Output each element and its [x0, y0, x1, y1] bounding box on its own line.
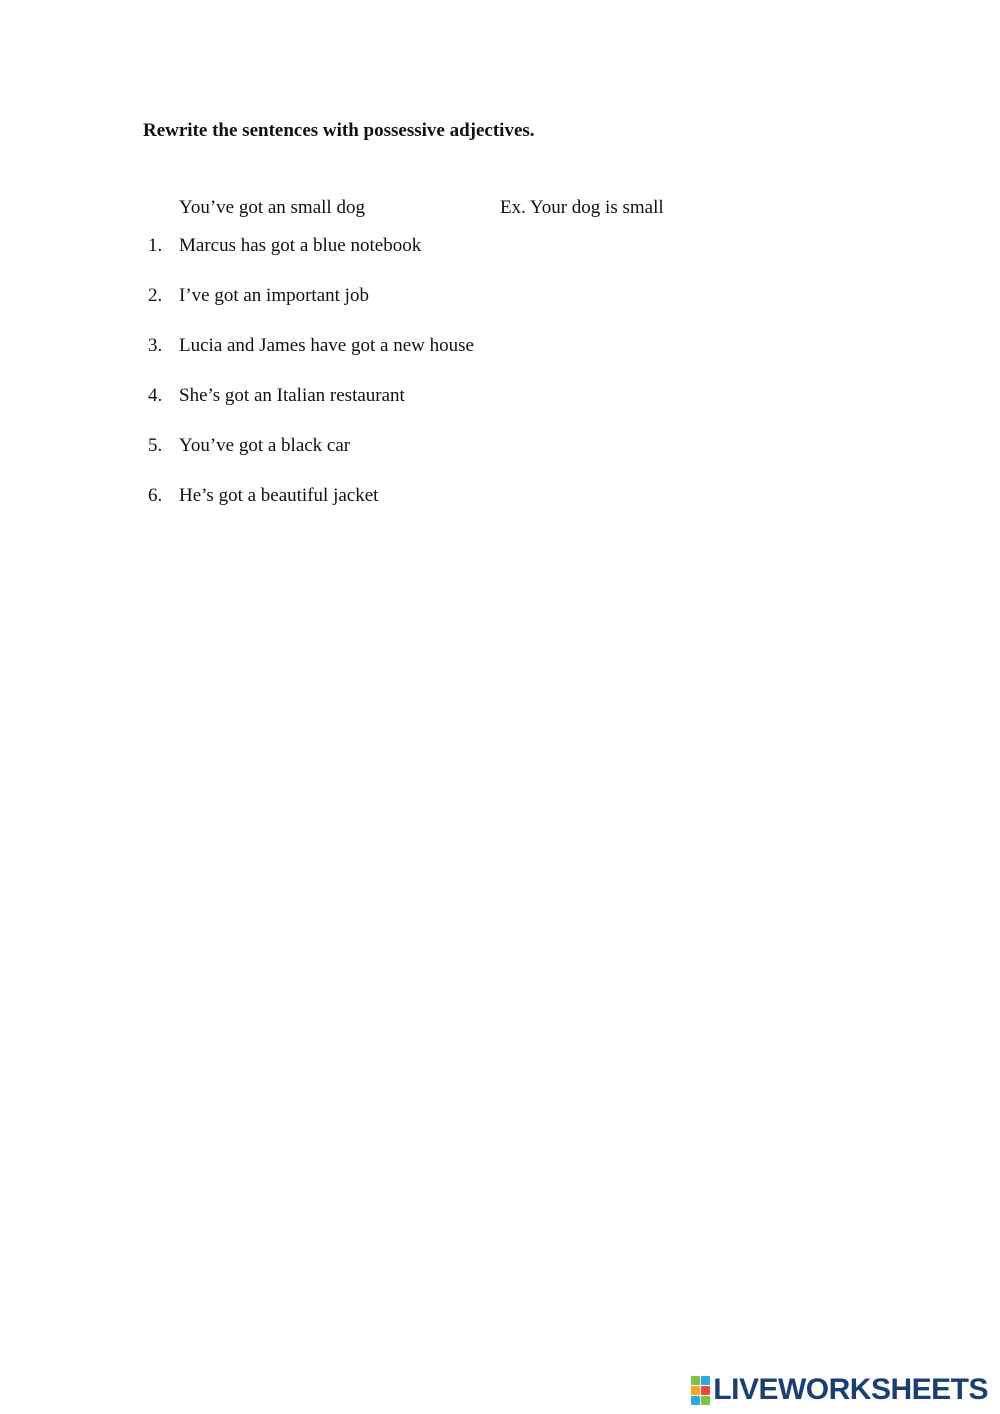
example-sentence: You’ve got an small dog — [179, 197, 365, 218]
item-sentence: Lucia and James have got a new house — [179, 335, 474, 356]
logo-wordmark: LIVEWORKSHEETS — [713, 1373, 988, 1406]
logo-tile — [691, 1396, 700, 1405]
logo-tile — [701, 1396, 710, 1405]
example-answer: Ex. Your dog is small — [500, 197, 664, 218]
worksheet-title: Rewrite the sentences with possessive adjectives. — [143, 120, 535, 141]
item-sentence: You’ve got a black car — [179, 435, 351, 456]
item-sentence: She’s got an Italian restaurant — [179, 385, 405, 406]
logo-tile — [691, 1376, 700, 1385]
exercise-list — [0, 234, 1000, 534]
item-number: 5. — [148, 435, 163, 456]
logo-tile — [701, 1376, 710, 1385]
item-number: 3. — [148, 335, 163, 356]
logo-tile — [701, 1386, 710, 1395]
exercise-item — [0, 334, 1000, 384]
item-number: 2. — [148, 285, 163, 306]
exercise-item — [0, 234, 1000, 284]
exercise-item — [0, 484, 1000, 534]
item-number: 1. — [148, 235, 163, 256]
logo-tile — [691, 1386, 700, 1395]
exercise-item — [0, 434, 1000, 484]
item-sentence: I’ve got an important job — [179, 285, 369, 306]
liveworksheets-logo-icon — [691, 1376, 710, 1405]
item-sentence: Marcus has got a blue notebook — [179, 235, 422, 256]
liveworksheets-logo — [691, 1374, 988, 1406]
item-sentence: He’s got a beautiful jacket — [179, 485, 379, 506]
exercise-item — [0, 384, 1000, 434]
item-number: 4. — [148, 385, 163, 406]
item-number: 6. — [148, 485, 163, 506]
exercise-item — [0, 284, 1000, 334]
